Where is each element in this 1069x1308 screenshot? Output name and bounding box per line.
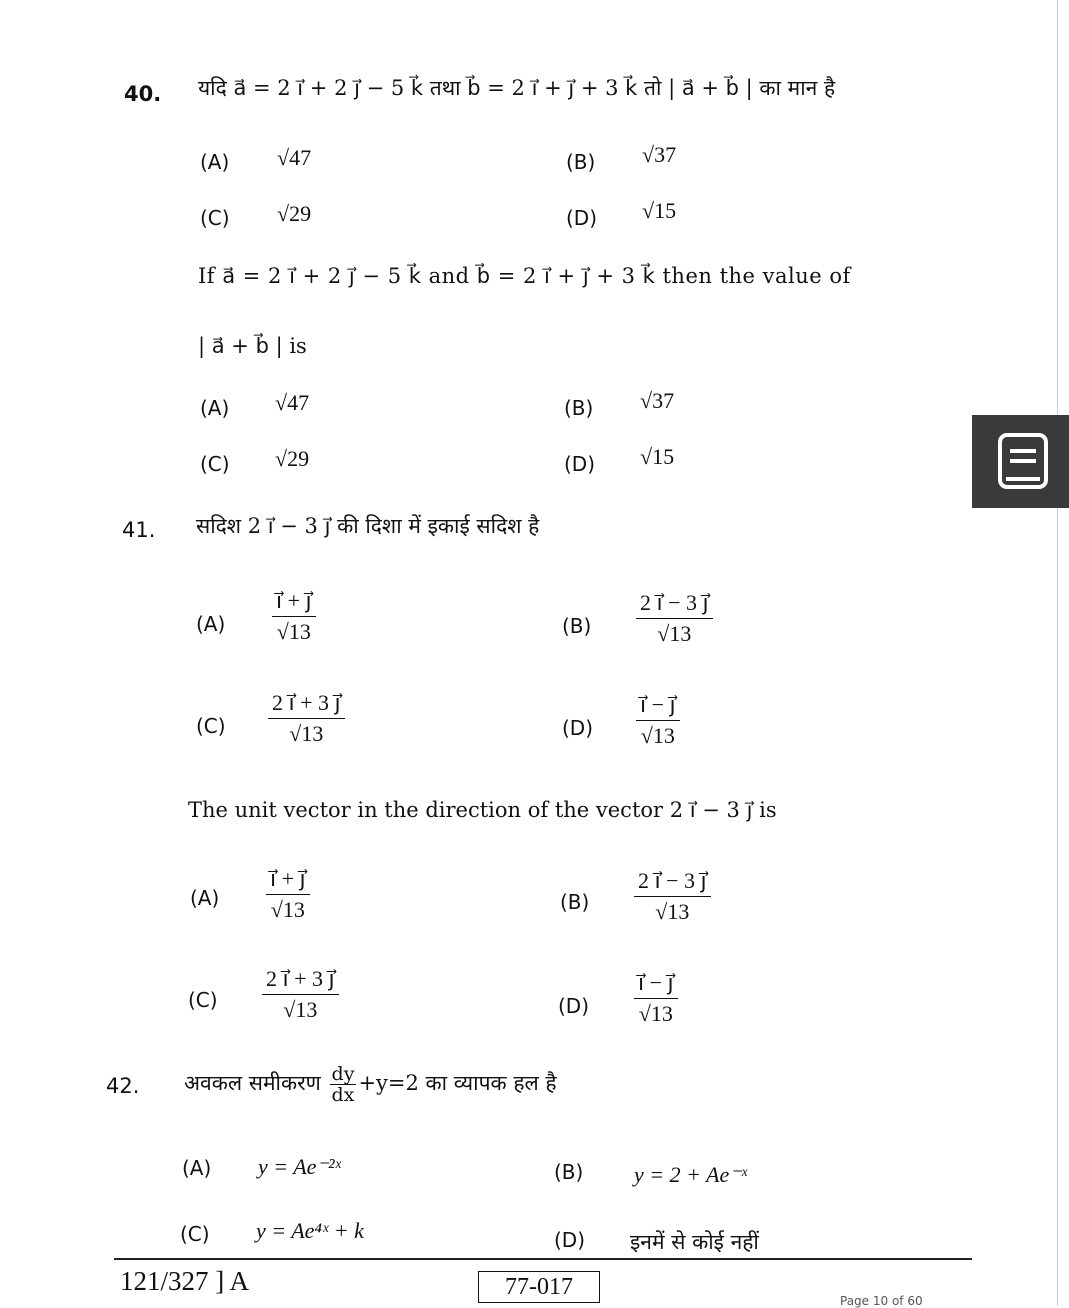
q40-hi-opt-c-label: (C) (200, 206, 230, 230)
q42-opt-b-label: (B) (554, 1160, 584, 1184)
q41-en-opt-a (266, 866, 310, 923)
q41-en-opt-b (634, 868, 711, 925)
notes-icon (998, 433, 1048, 489)
q41-en-opt-c (262, 966, 339, 1023)
q40-en-opt-c-label: (C) (200, 452, 230, 476)
q41-hi-opt-a (272, 588, 316, 645)
q42-opt-b: y = 2 + Ae⁻ˣ (634, 1162, 748, 1187)
footer-code-box: 77-017 (478, 1271, 600, 1303)
q40-en-opt-c: √29 (275, 446, 310, 471)
q40-hindi: यदि a⃗ = 2 i⃗ + 2 j⃗ − 5 k⃗ तथा b⃗ = 2 i⃗ + j⃗ + 3 k⃗ तो | a⃗ + b⃗ | का मान है (198, 76, 836, 100)
q41-hi-opt-a-den: √13 (276, 619, 311, 644)
q41-hindi: सदिश 2 i⃗ − 3 j⃗ की दिशा में इकाई सदिश है (196, 514, 540, 538)
q42-opt-d-label: (D) (554, 1228, 586, 1252)
q42-opt-a-label: (A) (182, 1156, 212, 1180)
q41-en-opt-d-num: i⃗ − j⃗ (634, 970, 678, 999)
q42-hindi-after: +y=2 का व्यापक हल है (358, 1071, 557, 1095)
q41-number: 41. (122, 518, 156, 542)
q40-en-opt-b: √37 (640, 388, 675, 413)
q42-opt-c-label: (C) (180, 1222, 210, 1246)
q41-hi-opt-b (636, 590, 713, 647)
q40-en-opt-a: √47 (275, 390, 310, 415)
q40-hi-opt-a: √47 (277, 145, 312, 170)
q42-dy: dy (331, 1063, 355, 1085)
q41-hi-opt-a-label: (A) (196, 612, 226, 636)
q42-hindi-before: अवकल समीकरण (184, 1071, 321, 1095)
q40-hi-opt-a-label: (A) (200, 150, 230, 174)
q41-en-opt-b-label: (B) (560, 890, 590, 914)
footer-paper-code: 121/327 ] A (120, 1266, 250, 1296)
q41-hi-opt-d (636, 692, 680, 749)
footer-page-note: Page 10 of 60 (840, 1294, 923, 1308)
q41-en-opt-b-num: 2 i⃗ − 3 j⃗ (634, 868, 711, 897)
q40-hi-opt-c: √29 (277, 201, 312, 226)
notes-widget-button[interactable] (972, 415, 1069, 508)
page-edge (1057, 0, 1058, 1306)
q40-en-opt-b-label: (B) (564, 396, 594, 420)
q40-english-line2: | a⃗ + b⃗ | is (198, 334, 307, 358)
q41-hi-opt-b-num: 2 i⃗ − 3 j⃗ (636, 590, 713, 619)
q41-en-opt-b-den: √13 (655, 899, 690, 924)
q41-en-opt-c-num: 2 i⃗ + 3 j⃗ (262, 966, 339, 995)
q41-en-opt-a-label: (A) (190, 886, 220, 910)
q41-en-opt-c-label: (C) (188, 988, 218, 1012)
q41-hi-opt-b-den: √13 (657, 621, 692, 646)
q42-number: 42. (106, 1074, 140, 1098)
q42-dx: dx (331, 1084, 355, 1106)
q41-hi-opt-d-label: (D) (562, 716, 594, 740)
q42-opt-c: y = Ae⁴ˣ + k (256, 1218, 364, 1243)
q40-hi-opt-b-label: (B) (566, 150, 596, 174)
q40-en-opt-a-label: (A) (200, 396, 230, 420)
q40-hi-opt-d-label: (D) (566, 206, 598, 230)
q41-hi-opt-c-num: 2 i⃗ + 3 j⃗ (268, 690, 345, 719)
q41-hi-opt-d-num: i⃗ − j⃗ (636, 692, 680, 721)
q41-hi-opt-b-label: (B) (562, 614, 592, 638)
q42-opt-d: इनमें से कोई नहीं (630, 1230, 759, 1254)
q40-en-opt-d-label: (D) (564, 452, 596, 476)
q40-hi-opt-d: √15 (642, 198, 677, 223)
q41-en-opt-d-label: (D) (558, 994, 590, 1018)
q42-derivative (330, 1064, 357, 1105)
q40-hi-opt-b: √37 (642, 142, 677, 167)
q41-hi-opt-a-num: i⃗ + j⃗ (272, 588, 316, 617)
q41-hi-opt-d-den: √13 (640, 723, 675, 748)
q41-en-opt-a-num: i⃗ + j⃗ (266, 866, 310, 895)
q41-en-opt-d-den: √13 (638, 1001, 673, 1026)
q40-number: 40. (124, 82, 162, 106)
q42-opt-a: y = Ae⁻²ˣ (258, 1154, 341, 1179)
q41-english: The unit vector in the direction of the vector 2 i⃗ − 3 j⃗ is (188, 798, 777, 822)
q41-en-opt-c-den: √13 (283, 997, 318, 1022)
q41-en-opt-d (634, 970, 678, 1027)
q40-en-opt-d: √15 (640, 444, 675, 469)
q41-hi-opt-c (268, 690, 345, 747)
footer-rule (114, 1258, 972, 1260)
q41-hi-opt-c-label: (C) (196, 714, 226, 738)
q40-english-line1: If a⃗ = 2 i⃗ + 2 j⃗ − 5 k⃗ and b⃗ = 2 i⃗ + j⃗ + 3 k⃗ then the value of (198, 264, 851, 288)
q41-en-opt-a-den: √13 (270, 897, 305, 922)
q41-hi-opt-c-den: √13 (289, 721, 324, 746)
q42-text (184, 1064, 557, 1105)
